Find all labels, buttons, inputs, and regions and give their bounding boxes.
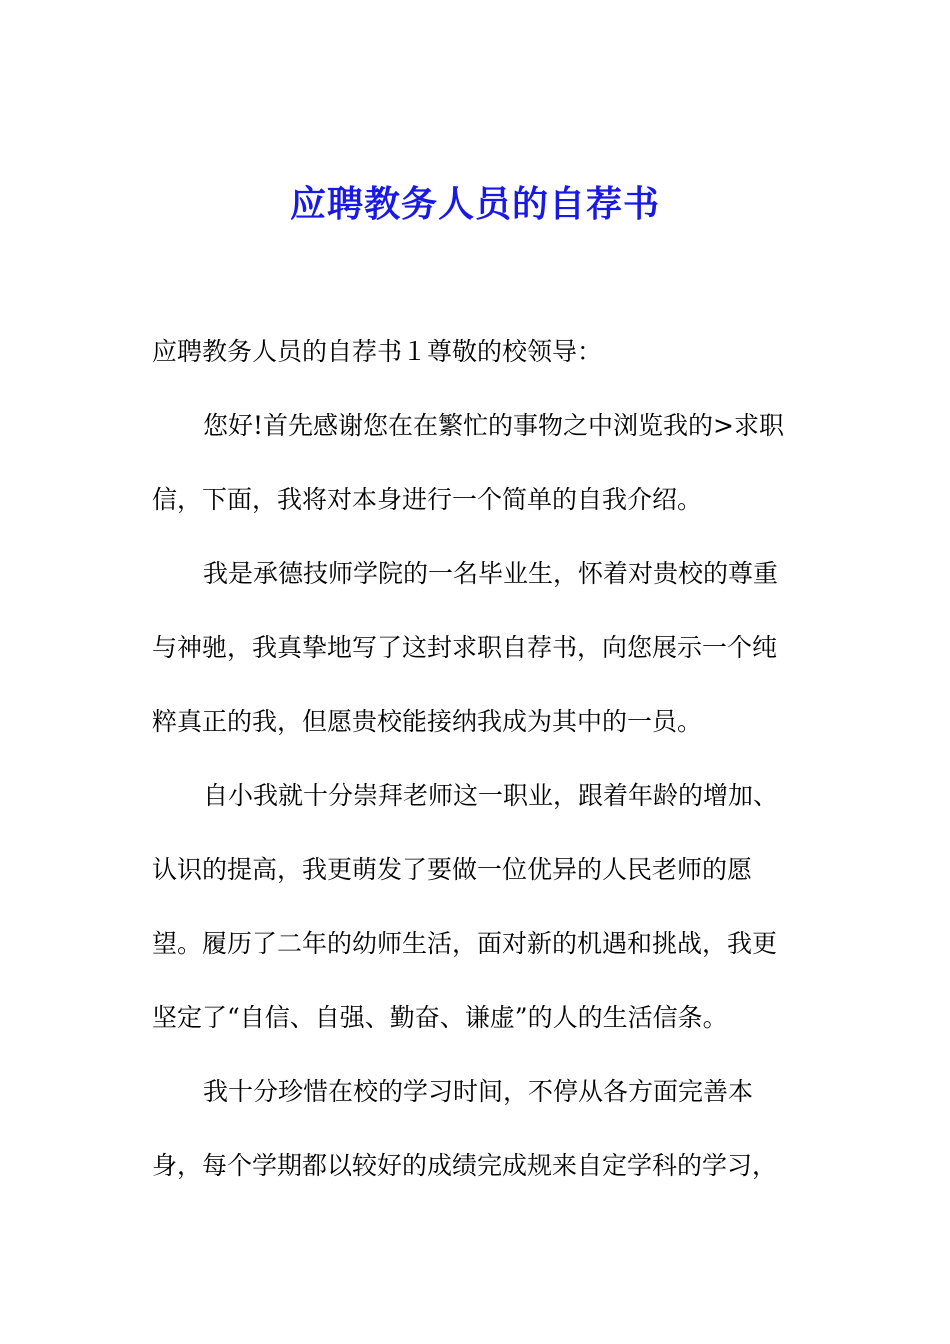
text-line: 粹真正的我，但愿贵校能接纳我成为其中的一员。 [152, 707, 703, 736]
text-line: 望。履历了二年的幼师生活，面对新的机遇和挑战，我更 [152, 929, 778, 958]
text-line: 我十分珍惜在校的学习时间，不停从各方面完善本 [203, 1077, 754, 1106]
text-line: 应聘教务人员的自荐书１尊敬的校领导： [152, 337, 603, 366]
text-line: 信，下面，我将对本身进行一个简单的自我介绍。 [152, 485, 703, 514]
text-line: 我是承德技师学院的一名毕业生，怀着对贵校的尊重 [203, 559, 779, 588]
text-line: 坚定了“自信、自强、勤奋、谦虚”的人的生活信条。 [152, 1003, 728, 1032]
text-line: 您好!首先感谢您在在繁忙的事物之中浏览我的>求职 [203, 411, 784, 440]
text-line: 与神驰，我真挚地写了这封求职自荐书，向您展示一个纯 [152, 633, 778, 662]
text-line: 认识的提高，我更萌发了要做一位优异的人民老师的愿 [152, 855, 753, 884]
text-line: 自小我就十分崇拜老师这一职业，跟着年龄的增加、 [203, 781, 779, 810]
document-title: 应聘教务人员的自荐书 [289, 183, 660, 225]
text-line: 身，每个学期都以较好的成绩完成规来自定学科的学习， [152, 1151, 778, 1180]
